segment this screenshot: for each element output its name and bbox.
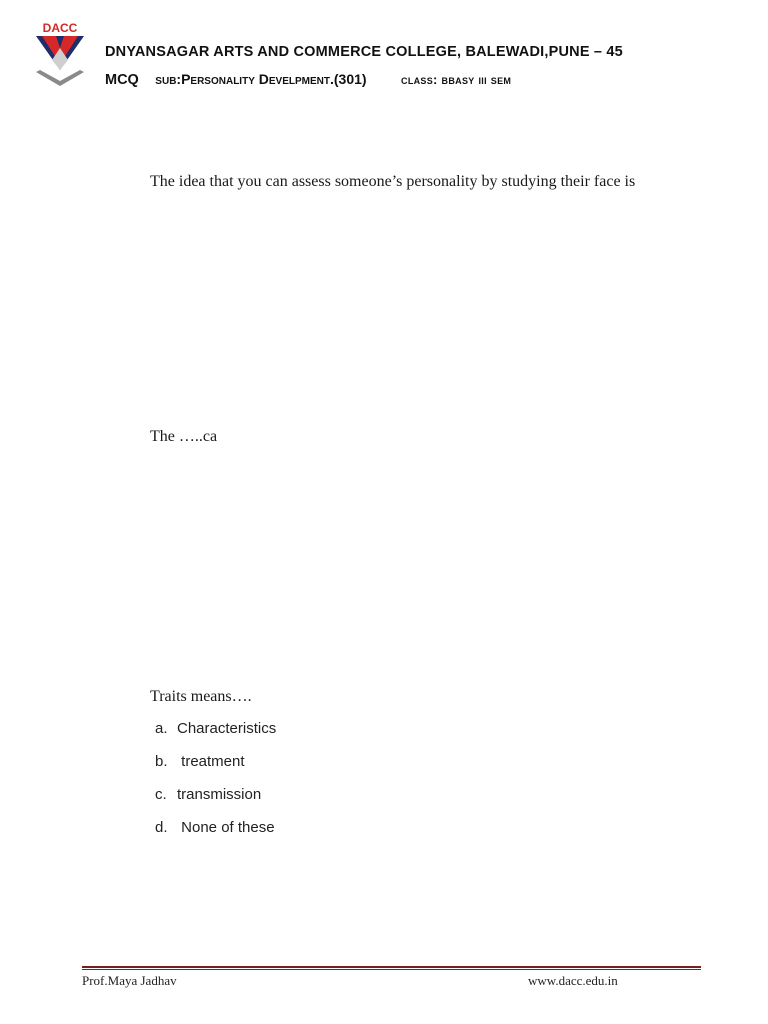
course-info bbox=[105, 71, 511, 89]
option-a bbox=[155, 718, 276, 751]
college-name: DNYANSAGAR ARTS AND COMMERCE COLLEGE, BALEWADI,PUNE – 45 bbox=[105, 44, 623, 60]
footer-divider-thin bbox=[82, 969, 701, 970]
option-b bbox=[155, 751, 276, 784]
footer-author: Prof.Maya Jadhav bbox=[82, 973, 177, 988]
class-label: class: bbasy iii sem bbox=[401, 72, 512, 87]
option-label: treatment bbox=[177, 753, 245, 770]
question-1-text: The idea that you can assess someone’s personality by studying their face is bbox=[150, 173, 636, 190]
option-label: None of these bbox=[177, 819, 275, 836]
question-3-options bbox=[155, 718, 276, 850]
option-letter: a. bbox=[155, 720, 168, 737]
option-letter: d. bbox=[155, 819, 168, 836]
subject-label: sub:Personality Develpment.(301) bbox=[155, 71, 367, 87]
footer-divider bbox=[82, 966, 701, 968]
option-letter: c. bbox=[155, 786, 167, 803]
question-3-text: Traits means…. bbox=[150, 688, 252, 705]
college-logo bbox=[32, 20, 88, 88]
option-letter: b. bbox=[155, 753, 168, 770]
question-2-text: The …..ca bbox=[150, 428, 218, 445]
logo-text: DACC bbox=[42, 21, 78, 35]
option-label: transmission bbox=[177, 786, 262, 803]
mcq-label: MCQ bbox=[105, 72, 139, 88]
option-c bbox=[155, 784, 276, 817]
option-label: Characteristics bbox=[177, 720, 277, 737]
footer-website: www.dacc.edu.in bbox=[528, 973, 618, 988]
logo-base-shape bbox=[36, 70, 84, 86]
option-d bbox=[155, 817, 276, 850]
